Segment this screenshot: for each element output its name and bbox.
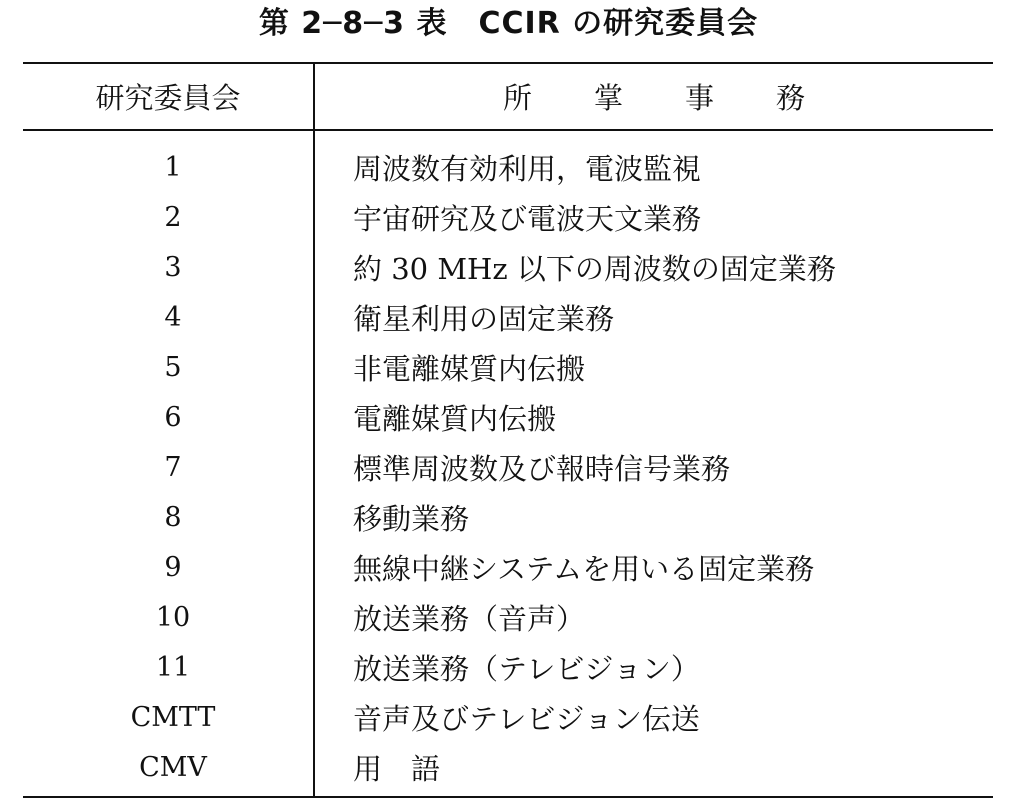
table-body: [23, 142, 993, 792]
committee-number: CMTT: [130, 701, 216, 733]
committee-duties: 周波数有効利用，電波監視: [353, 151, 702, 186]
committee-duties: 無線中継システムを用いる固定業務: [353, 551, 815, 586]
table-row: [23, 742, 993, 792]
table-row: [23, 442, 993, 492]
table-row: [23, 692, 993, 742]
committee-duties: 放送業務（音声）: [353, 601, 586, 636]
committee-number: 2: [164, 201, 182, 233]
committee-duties: 移動業務: [353, 501, 470, 536]
table-row: [23, 192, 993, 242]
committee-number: 8: [164, 501, 182, 533]
committee-duties: 標準周波数及び報時信号業務: [353, 451, 731, 486]
table-row: [23, 292, 993, 342]
committee-number: CMV: [139, 751, 207, 783]
committee-duties: 用 語: [353, 751, 441, 786]
column-header-duties: 所掌事務: [502, 81, 867, 115]
committee-number: 11: [155, 651, 191, 683]
committee-duties: 約 30 MHz 以下の周波数の固定業務: [353, 251, 836, 286]
committee-number: 9: [164, 551, 182, 583]
table-row: [23, 142, 993, 192]
committee-duties: 宇宙研究及び電波天文業務: [353, 201, 702, 236]
table-row: [23, 242, 993, 292]
table-row: [23, 492, 993, 542]
table-row: [23, 642, 993, 692]
column-header-committee: 研究委員会: [95, 81, 241, 115]
committee-duties: 衛星利用の固定業務: [353, 301, 615, 336]
table-row: [23, 592, 993, 642]
committee-number: 6: [164, 401, 182, 433]
committee-duties: 放送業務（テレビジョン）: [353, 651, 700, 686]
header-rule: [23, 129, 993, 131]
bottom-rule: [23, 796, 993, 798]
committee-number: 5: [164, 351, 182, 383]
committee-number: 3: [164, 251, 182, 283]
committee-number: 7: [164, 451, 182, 483]
committee-number: 1: [164, 151, 182, 183]
committee-duties: 音声及びテレビジョン伝送: [353, 701, 700, 736]
committee-duties: 電離媒質内伝搬: [353, 401, 557, 436]
committee-duties: 非電離媒質内伝搬: [353, 351, 586, 386]
table-title: 第 2─8─3 表 CCIR の研究委員会: [258, 6, 759, 41]
table-row: [23, 392, 993, 442]
committee-number: 10: [155, 601, 191, 633]
table-row: [23, 342, 993, 392]
committee-number: 4: [164, 301, 182, 333]
table-row: [23, 542, 993, 592]
